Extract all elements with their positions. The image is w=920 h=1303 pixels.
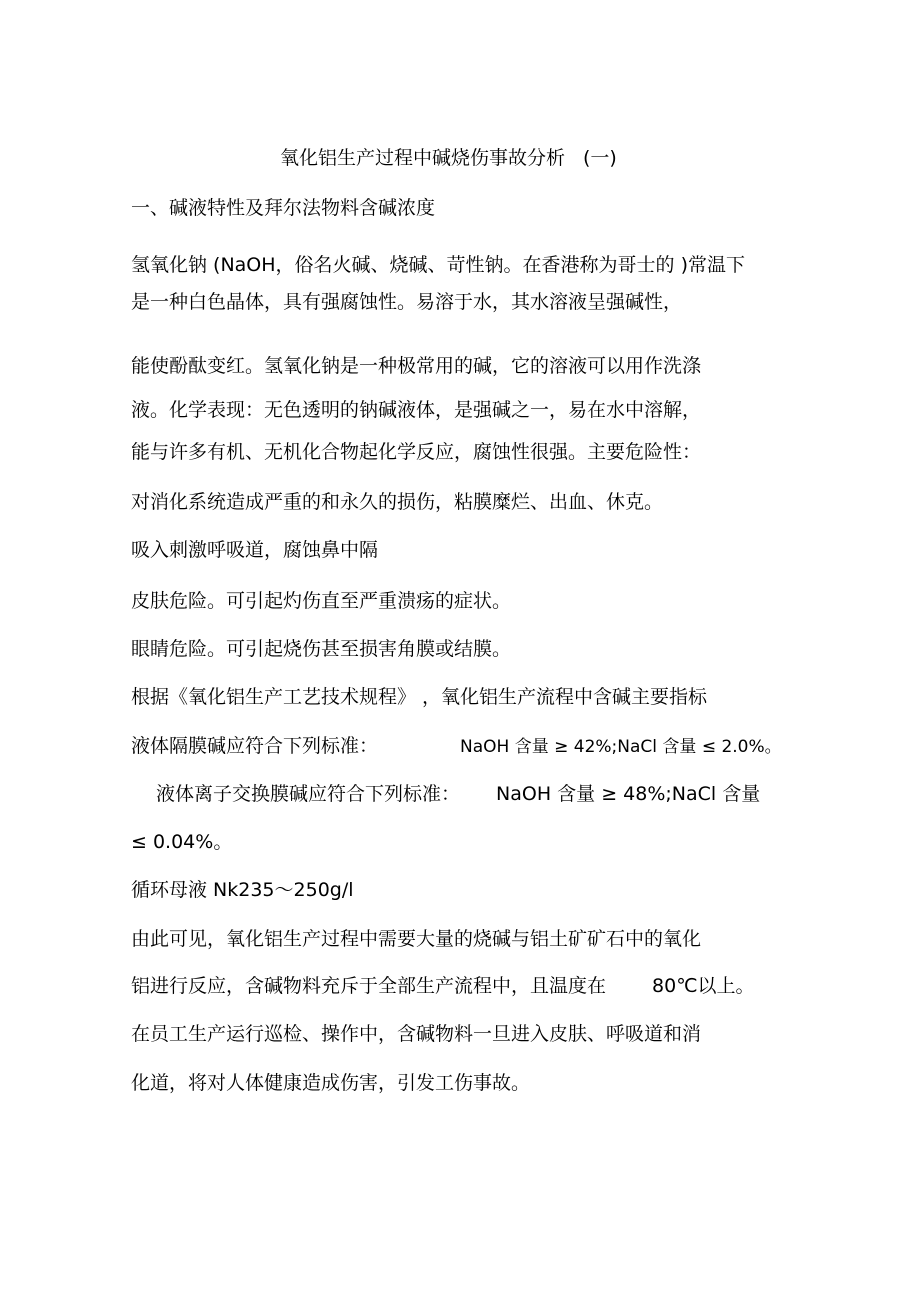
title-suffix: (一) (583, 147, 617, 169)
section-heading: 一、碱液特性及拜尔法物料含碱浓度 (131, 197, 436, 219)
paragraph-line: 在员工生产运行巡检、操作中，含碱物料一旦进入皮肤、呼吸道和消 (131, 1023, 702, 1045)
circulation-line: 循环母液 Nk235～250g/l (131, 879, 354, 901)
paragraph-line: 皮肤危险。可引起灼伤直至严重溃疡的症状。 (131, 590, 512, 612)
paragraph-line: 是一种白色晶体，具有强腐蚀性。易溶于水，其水溶液呈强碱性， (131, 291, 683, 313)
paragraph-line: 吸入刺激呼吸道，腐蚀鼻中隔 (131, 539, 379, 561)
diaphragm-standard-line (131, 734, 782, 759)
paragraph-line: 铝进行反应，含碱物料充斥于全部生产流程中，且温度在 (131, 975, 607, 997)
paragraph-line: 液。化学表现：无色透明的钠碱液体，是强碱之一，易在水中溶解， (131, 399, 702, 421)
paragraph-line: 能与许多有机、无机化合物起化学反应，腐蚀性很强。主要危险性： (131, 441, 702, 463)
paragraph-line: 由此可见，氧化铝生产过程中需要大量的烧碱与铝土矿矿石中的氧化 (131, 928, 702, 950)
paragraph-line: 能使酚酞变红。氢氧化钠是一种极常用的碱，它的溶液可以用作洗涤 (131, 355, 702, 377)
ion-label: 液体离子交换膜碱应符合下列标准： (156, 783, 461, 805)
ion-standard-line (156, 782, 760, 806)
ion-value: NaOH 含量 ≥ 48%;NaCl 含量 (496, 783, 761, 805)
paragraph-line: 眼睛危险。可引起烧伤甚至损害角膜或结膜。 (131, 638, 512, 660)
diaphragm-label: 液体隔膜碱应符合下列标准： (131, 735, 379, 757)
diaphragm-value: NaOH 含量 ≥ 42%;NaCl 含量 ≤ 2.0%。 (460, 737, 782, 757)
document-title (280, 146, 617, 170)
paragraph-line: 氢氧化钠 (NaOH，俗名火碱、烧碱、苛性钠。在香港称为哥士的 )常温下 (131, 254, 746, 276)
ion-value-continued: ≤ 0.04%。 (131, 831, 233, 853)
paragraph-line: 根据《氧化铝生产工艺技术规程》 ，氧化铝生产流程中含碱主要指标 (131, 686, 708, 708)
temperature-value: 80℃以上。 (652, 975, 755, 997)
temperature-line (131, 974, 755, 998)
paragraph-line: 化道，将对人体健康造成伤害，引发工伤事故。 (131, 1072, 531, 1094)
title-text: 氧化铝生产过程中碱烧伤事故分析 (280, 147, 566, 169)
paragraph-line: 对消化系统造成严重的和永久的损伤，粘膜糜烂、出血、休克。 (131, 491, 664, 513)
